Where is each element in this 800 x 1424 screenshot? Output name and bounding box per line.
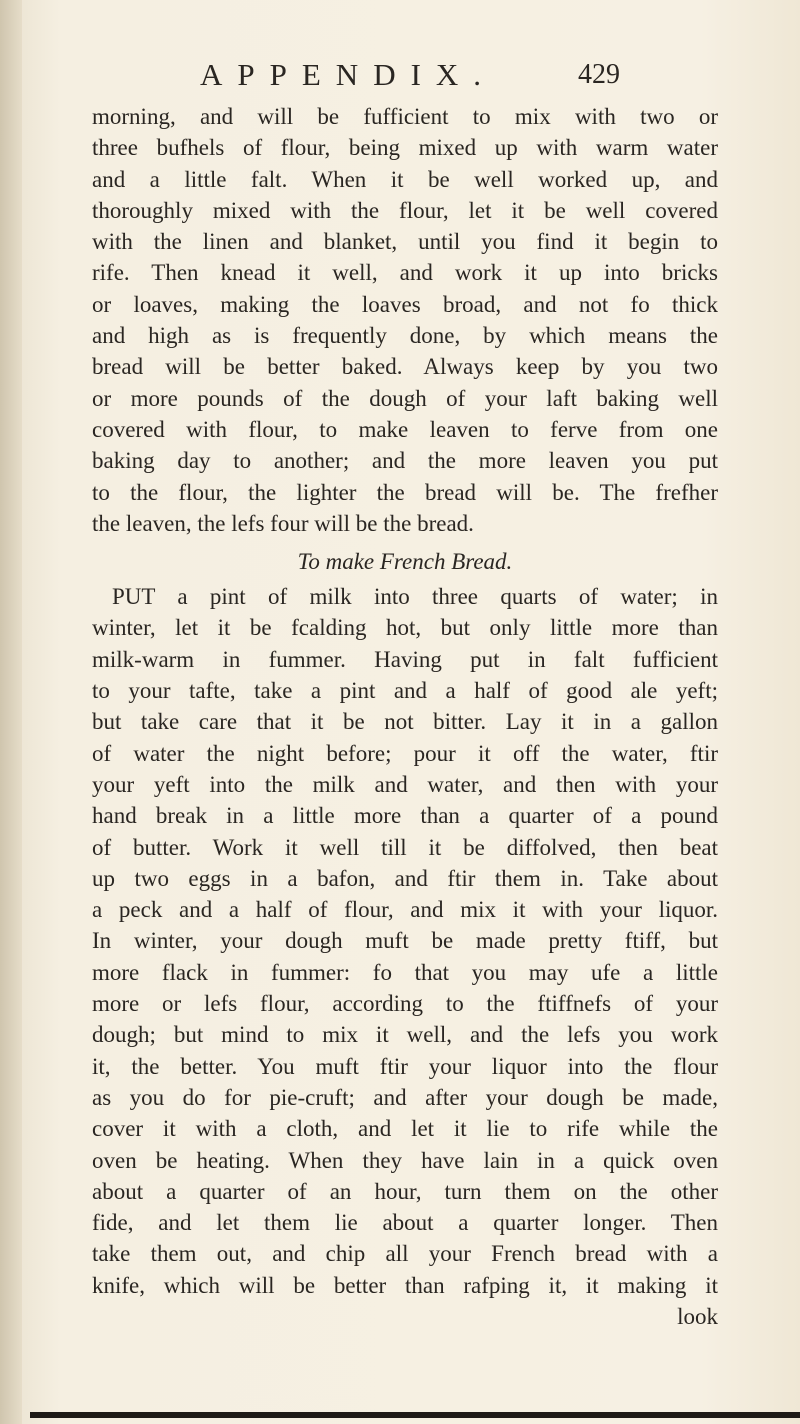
text-line: morning, and will be fufficient to mix with two or — [92, 104, 718, 129]
section-heading: To make French Bread. — [297, 549, 513, 575]
text-line: a peck and a half of flour, and mix it with your liquor. — [92, 897, 718, 923]
text-line: knife, which will be better than rafping it, it making it — [92, 1272, 718, 1298]
text-line: oven be heating. When they have lain in a quick oven — [92, 1147, 718, 1173]
text-line: covered with flour, to make leaven to ferve from one — [92, 416, 718, 442]
text-line: more flack in fummer: fo that you may ufe a little — [92, 959, 718, 985]
running-head: APPENDIX. — [200, 57, 497, 92]
page-number: 429 — [578, 59, 620, 90]
page-header — [200, 56, 620, 94]
text-line: of water the night before; pour it off the water, ftir — [92, 740, 718, 766]
text-line: In winter, your dough muft be made pretty ftiff, but — [92, 928, 718, 954]
text-line: fide, and let them lie about a quarter longer. Then — [92, 1210, 718, 1236]
text-line: bread will be better baked. Always keep by you two — [92, 354, 718, 380]
catchword: look — [677, 1303, 718, 1329]
text-line: as you do for pie-cruft; and after your dough be made, — [92, 1084, 718, 1110]
text-line: the leaven, the lefs four will be the bread. — [92, 510, 474, 536]
text-line: your yeft into the milk and water, and then with your — [92, 771, 718, 797]
paragraph-continued — [92, 101, 718, 539]
bottom-edge-rule — [30, 1412, 800, 1418]
text-line: rife. Then knead it well, and work it up into bricks — [92, 260, 718, 286]
text-line: and a little falt. When it be well worked up, and — [92, 166, 718, 192]
text-line: more or lefs flour, according to the ftiffnefs of your — [92, 991, 718, 1017]
text-line: cover it with a cloth, and let it lie to rife while the — [92, 1116, 718, 1142]
text-line: with the linen and blanket, until you find it begin to — [92, 229, 718, 255]
text-line: three bufhels of flour, being mixed up with warm water — [92, 135, 718, 161]
text-line: of butter. Work it well till it be diffolved, then beat — [92, 834, 718, 860]
text-line: dough; but mind to mix it well, and the lefs you work — [92, 1022, 718, 1048]
text-line: thoroughly mixed with the flour, let it be well covered — [92, 197, 718, 223]
text-line: take them out, and chip all your French bread with a — [92, 1241, 718, 1267]
text-line: but take care that it be not bitter. Lay it in a gallon — [92, 709, 718, 735]
text-line: baking day to another; and the more leaven you put — [92, 448, 718, 474]
text-line: or loaves, making the loaves broad, and not fo thick — [92, 291, 718, 317]
page-gutter — [0, 0, 22, 1424]
text-line: winter, let it be fcalding hot, but only little more than — [92, 615, 718, 641]
text-line: hand break in a little more than a quarter of a pound — [92, 803, 718, 829]
body-text — [92, 101, 718, 1332]
text-line: or more pounds of the dough of your laft baking well — [92, 385, 718, 411]
text-line: milk-warm in fummer. Having put in falt fufficient — [92, 646, 718, 672]
text-line: to the flour, the lighter the bread will be. The frefher — [92, 479, 718, 505]
text-line: it, the better. You muft ftir your liquor into the flour — [92, 1053, 718, 1079]
paragraph-french-bread — [92, 581, 718, 1301]
text-line: and high as is frequently done, by which means the — [92, 323, 718, 349]
text-line: to your tafte, take a pint and a half of good ale yeft; — [92, 678, 718, 704]
text-line: PUT a pint of milk into three quarts of water; in — [112, 584, 718, 610]
text-line: up two eggs in a bafon, and ftir them in. Take about — [92, 865, 718, 891]
text-line: about a quarter of an hour, turn them on the other — [92, 1178, 718, 1204]
